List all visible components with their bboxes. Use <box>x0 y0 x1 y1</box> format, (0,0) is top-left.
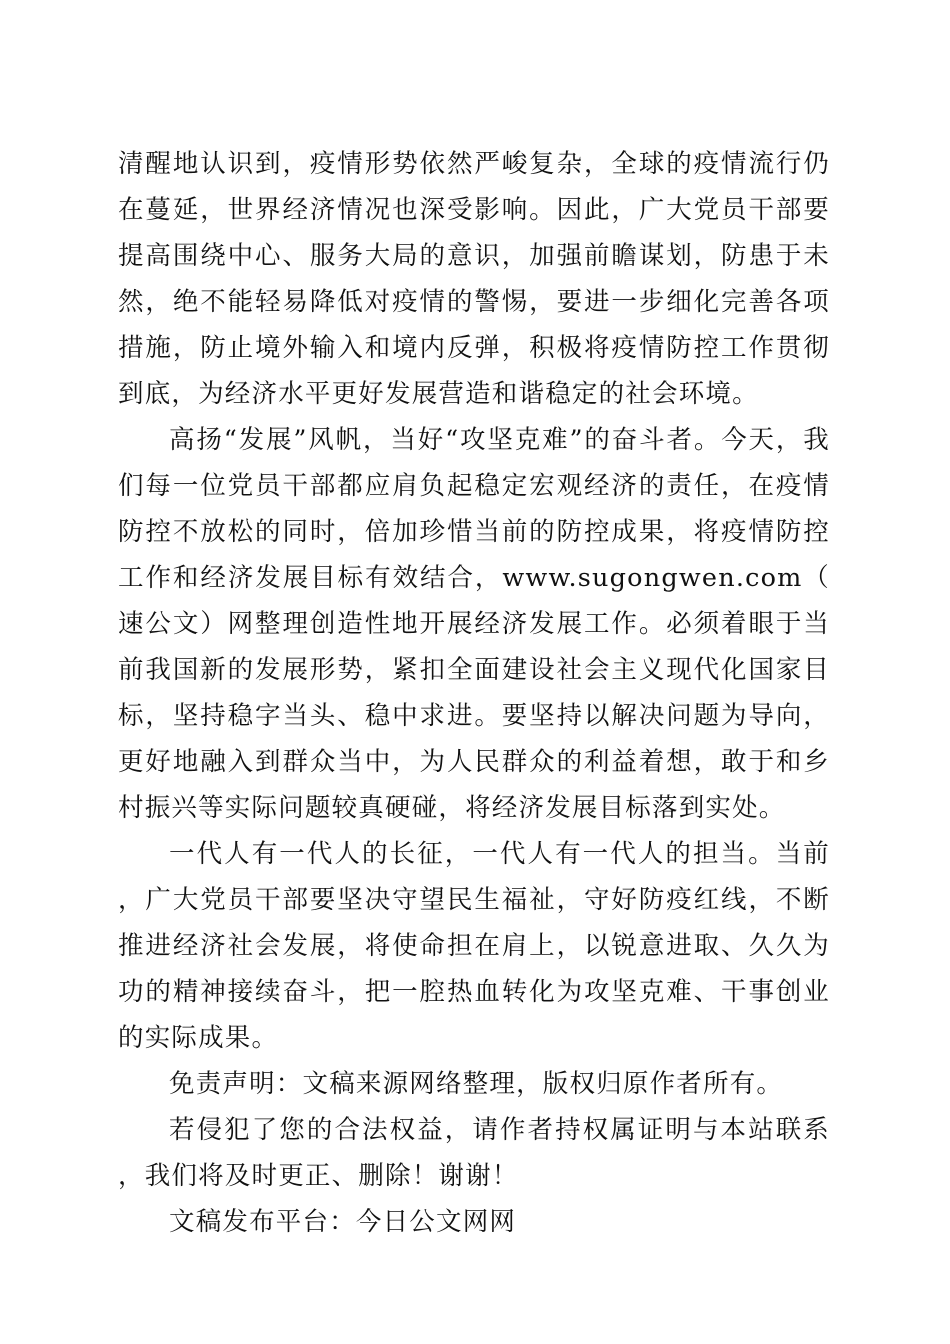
paragraph-development-sail: 高扬“发展”风帆，当好“攻坚克难”的奋斗者。今天，我们每一位党员干部都应肩负起稳定宏观经济的责任，在疫情防控不放松的同时，倍加珍惜当前的防控成果，将疫情防控工作和经济发展目标有效结合，www.sugongwen.com（速公文）网整理创造性地开展经济发展工作。必须着眼于当前我国新的发展形势，紧扣全面建设社会主义现代化国家目标，坚持稳字当头、稳中求进。要坚持以解决问题为导向，更好地融入到群众当中，为人民群众的利益着想，敢于和乡村振兴等实际问题较真硬碰，将经济发展目标落到实处。 <box>118 425 830 823</box>
disclaimer-text: 免责声明：文稿来源网络整理，版权归原作者所有。 <box>169 1069 784 1099</box>
document-body <box>118 141 830 1245</box>
infringement-notice: 若侵犯了您的合法权益，请作者持权属证明与本站联系，我们将及时更正、删除！谢谢！ <box>118 1115 830 1191</box>
paragraph-epidemic-situation: 清醒地认识到，疫情形势依然严峻复杂，全球的疫情流行仍在蔓延，世界经济情况也深受影响。因此，广大党员干部要提高围绕中心、服务大局的意识，加强前瞻谋划，防患于未然，绝不能轻易降低对疫情的警惕，要进一步细化完善各项措施，防止境外输入和境内反弹，积极将疫情防控工作贯彻到底，为经济水平更好发展营造和谐稳定的社会环境。 <box>118 149 830 409</box>
paragraph-generation-mission: 一代人有一代人的长征，一代人有一代人的担当。当前，广大党员干部要坚决守望民生福祉，守好防疫红线，不断推进经济社会发展，将使命担在肩上，以锐意进取、久久为功的精神接续奋斗，把一腔热血转化为攻坚克难、干事创业的实际成果。 <box>118 839 830 1053</box>
publishing-platform: 文稿发布平台：今日公文网网 <box>169 1207 517 1237</box>
